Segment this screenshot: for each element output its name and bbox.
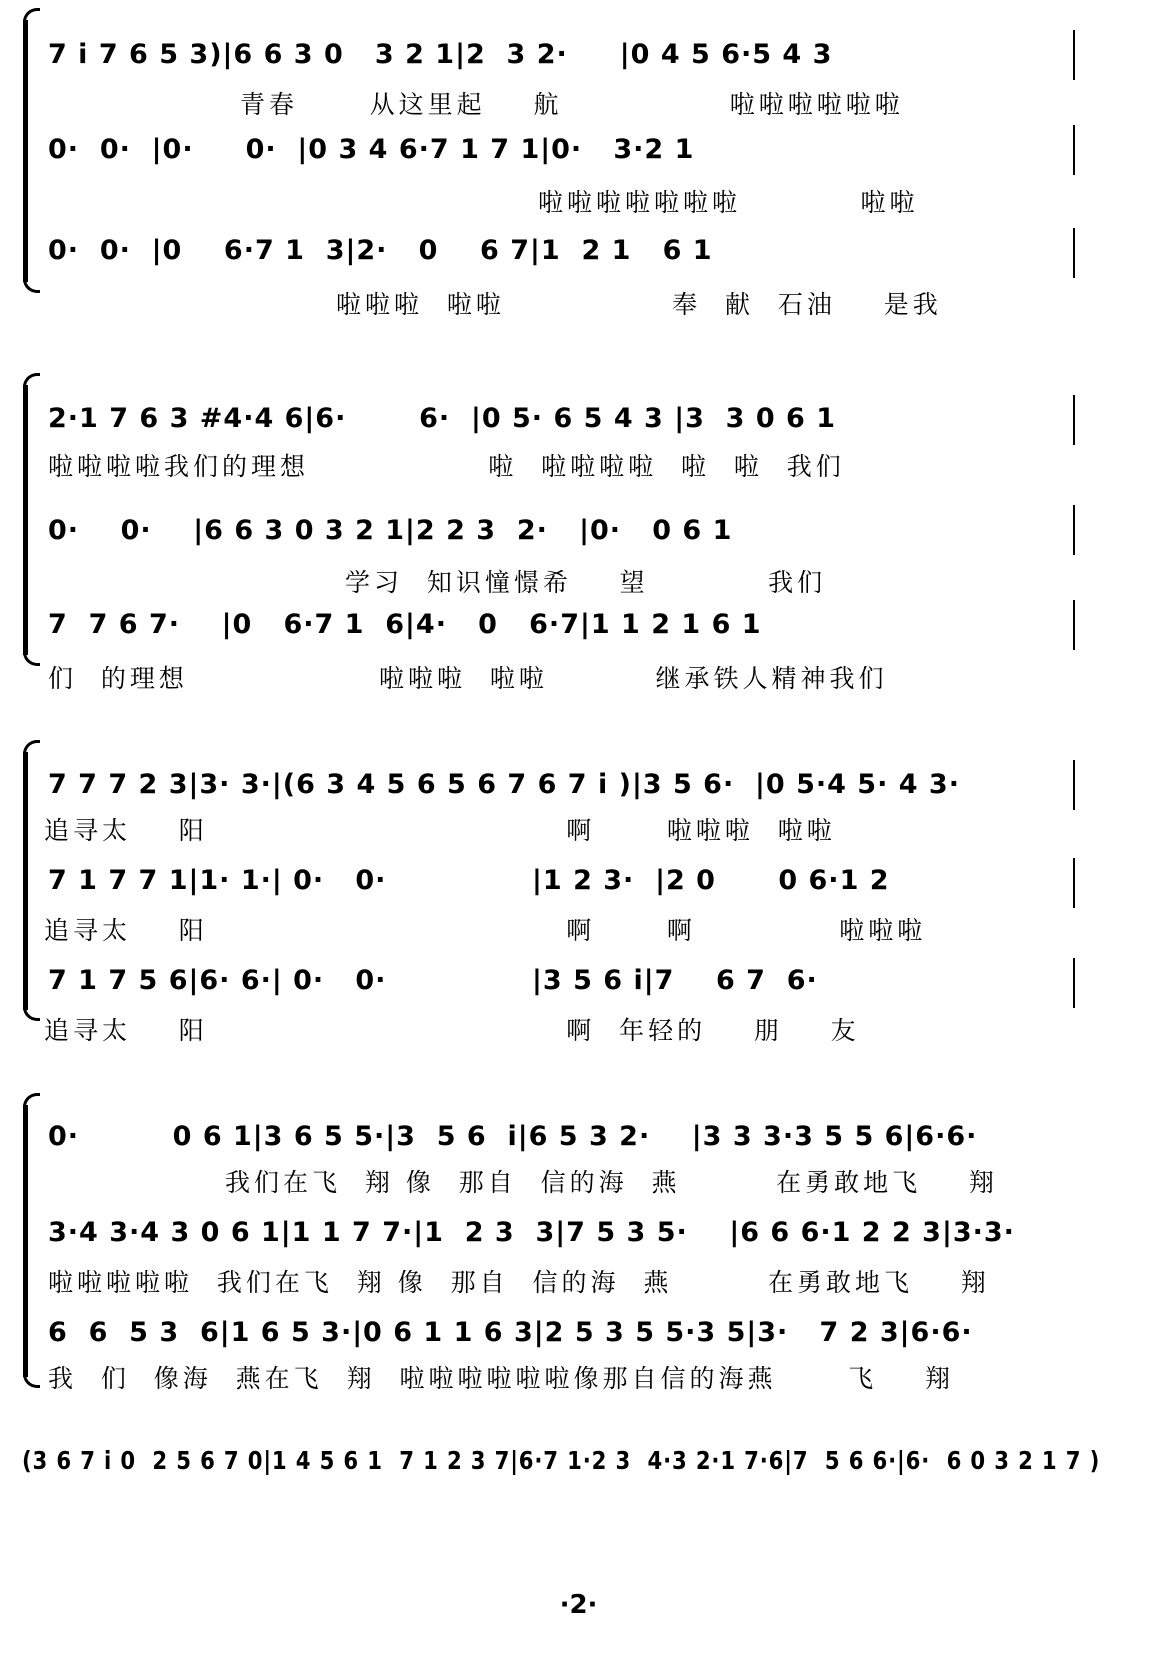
brace-top — [23, 1093, 40, 1118]
brace-bottom — [23, 1363, 40, 1388]
part-2-notes: 0· 0· |6 6 3 0 3 2 1|2 2 3 2· |0· 0 6 1 — [48, 515, 733, 546]
part-2-lyrics: 追寻太 阳 啊 啊 啦啦啦 — [44, 916, 927, 945]
part-2-notes: 0· 0· |0· 0· |0 3 4 6·7 1 7 1|0· 3·2 1 — [48, 134, 695, 165]
part-1-notes: 7 i 7 6 5 3)|6 6 3 0 3 2 1|2 3 2· |0 4 5 6·5 4 3 — [48, 39, 833, 70]
part-1-notes: 7 7 7 2 3|3· 3·|(6 3 4 5 6 5 6 7 6 7 i )|3 5 6· |0 5·4 5· 4 3· — [48, 769, 960, 800]
brace-bottom — [23, 641, 40, 666]
brace-top — [23, 740, 40, 765]
part-1-lyrics: 我们在飞 翔 像 那自 信的海 燕 在勇敢地飞 翔 — [225, 1168, 998, 1197]
page-number: ·2· — [559, 1590, 598, 1620]
barline — [1073, 858, 1075, 908]
part-1-notes: 2·1 7 6 3 #4·4 6|6· 6· |0 5· 6 5 4 3 |3 3 0 6 1 — [48, 403, 837, 434]
part-3-lyrics: 我 们 像海 燕在飞 翔 啦啦啦啦啦啦像那自信的海燕 飞 翔 — [48, 1364, 954, 1393]
part-1-lyrics: 啦啦啦啦我们的理想 啦 啦啦啦啦 啦 啦 我们 — [48, 452, 845, 481]
barline — [1073, 125, 1075, 175]
system-brace — [23, 20, 28, 282]
part-3-lyrics: 啦啦啦 啦啦 奉 献 石油 是我 — [336, 290, 942, 319]
part-3-notes: 7 7 6 7· |0 6·7 1 6|4· 0 6·7|1 1 2 1 6 1 — [48, 609, 762, 640]
barline — [1073, 958, 1075, 1008]
interlude-notes: (3 6 7 i 0 2 5 6 7 0|1 4 5 6 1 7 1 2 3 7|6·7 1·2 3 4·3 2·1 7·6|7 5 6 6·|6· 6 0 3 2 1 7 ) — [22, 1446, 1101, 1475]
brace-bottom — [23, 268, 40, 293]
barline — [1073, 505, 1075, 555]
barline — [1073, 228, 1075, 278]
part-2-notes: 7 1 7 7 1|1· 1·| 0· 0· |1 2 3· |2 0 0 6·1 2 — [48, 865, 890, 896]
system-brace — [23, 385, 28, 655]
barline — [1073, 600, 1075, 650]
part-3-lyrics: 们 的理想 啦啦啦 啦啦 继承铁人精神我们 — [48, 664, 888, 693]
part-1-notes: 0· 0 6 1|3 6 5 5·|3 5 6 i|6 5 3 2· |3 3 3·3 5 5 6|6·6· — [48, 1121, 978, 1152]
barline — [1073, 30, 1075, 80]
part-2-notes: 3·4 3·4 3 0 6 1|1 1 7 7·|1 2 3 3|7 5 3 5· |6 6 6·1 2 2 3|3·3· — [48, 1217, 1015, 1248]
brace-top — [23, 373, 40, 398]
part-2-lyrics: 啦啦啦啦啦啦啦 啦啦 — [538, 188, 919, 217]
part-3-notes: 0· 0· |0 6·7 1 3|2· 0 6 7|1 2 1 6 1 — [48, 235, 713, 266]
part-1-lyrics: 追寻太 阳 啊 啦啦啦 啦啦 — [44, 816, 836, 845]
part-2-lyrics: 啦啦啦啦啦 我们在飞 翔 像 那自 信的海 燕 在勇敢地飞 翔 — [48, 1268, 990, 1297]
barline — [1073, 760, 1075, 810]
part-1-lyrics: 青春 从这里起 航 啦啦啦啦啦啦 — [240, 90, 904, 119]
part-3-notes: 7 1 7 5 6|6· 6·| 0· 0· |3 5 6 i|7 6 7 6· — [48, 965, 818, 996]
part-2-lyrics: 学习 知识憧憬希 望 我们 — [345, 568, 827, 597]
brace-bottom — [23, 996, 40, 1021]
part-3-lyrics: 追寻太 阳 啊 年轻的 朋 友 — [44, 1016, 860, 1045]
brace-top — [23, 8, 40, 33]
system-brace — [23, 1105, 28, 1377]
part-3-notes: 6 6 5 3 6|1 6 5 3·|0 6 1 1 6 3|2 5 3 5 5·3 5|3· 7 2 3|6·6· — [48, 1317, 973, 1348]
system-brace — [23, 752, 28, 1010]
barline — [1073, 395, 1075, 445]
